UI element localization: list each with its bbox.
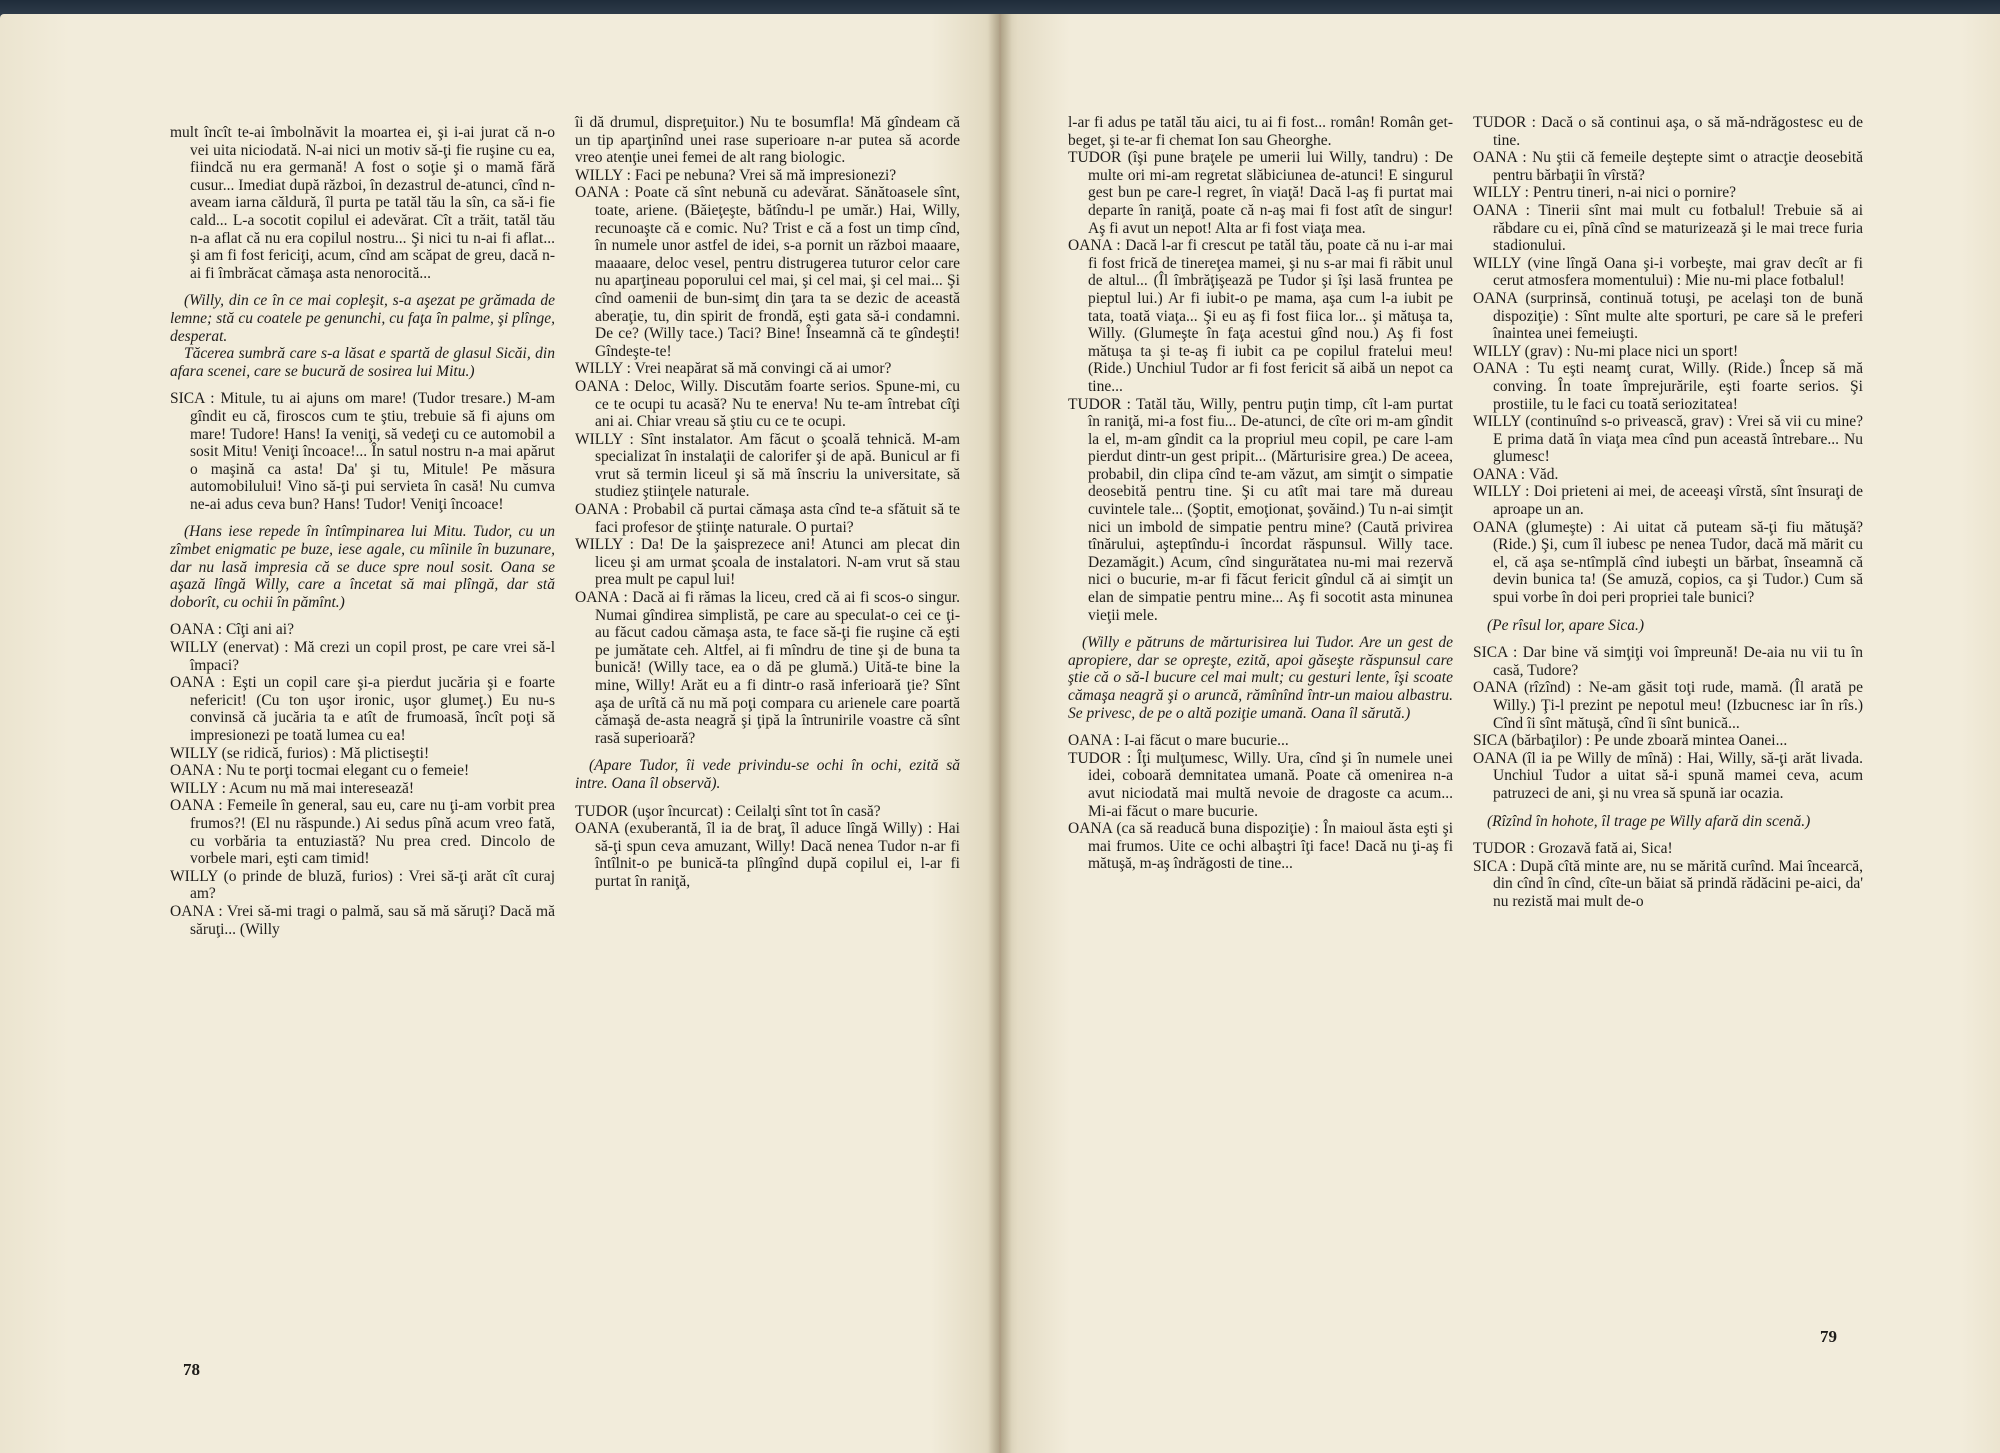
book-gutter <box>988 14 1012 1453</box>
dialogue-paragraph: OANA (rîzînd) : Ne-am găsit toţi rude, mamă. (Îl arată pe Willy.) Ţi-l prezint pe nepotul meu! (Izbucnesc iar în rîs.) Cînd îi sînt mătuşă, cînd îi sînt bunică... <box>1473 679 1863 732</box>
dialogue-paragraph: SICA (bărbaţilor) : Pe unde zboară mintea Oanei... <box>1473 732 1788 750</box>
dialogue-paragraph: TUDOR (îşi pune braţele pe umerii lui Willy, tandru) : De multe ori mi-am regretat slăbiciunea de-atunci! E singurul gest bun pe care-l regret, în viaţă! Dacă l-aş fi purtat mai departe în raniţă, poate că n-aş mai fi fost atît de singur! Aş fi avut un nepot! Alta ar fi fost viaţa mea. <box>1068 149 1453 237</box>
page-number-right: 79 <box>1820 1327 1837 1346</box>
dialogue-paragraph: OANA (surprinsă, continuă totuşi, pe acelaşi ton de bună dispoziţie) : Sînt multe alte sporturi, pe care să le preferi înaintea unei femeiuşti. <box>1473 289 1863 343</box>
right-page <box>1000 14 2000 1453</box>
dialogue-paragraph: WILLY (se ridică, furios) : Mă plictiseşti! <box>170 744 430 762</box>
left-page <box>0 14 1000 1453</box>
left-column-2 <box>575 114 960 891</box>
dialogue-paragraph: OANA (exuberantă, îl ia de braţ, îl aduce lîngă Willy) : Hai să-ţi spun ceva amuzant, Willy! Dacă nenea Tudor n-ar fi întîlnit-o pe bunică-ta plîngînd după copilul ei, l-ar fi purtat în raniţă, <box>575 820 960 890</box>
dialogue-paragraph: WILLY : Sînt instalator. Am făcut o şcoală tehnică. M-am specializat în instalaţii de calorifer şi de apă. Bunicul ar fi vrut să termin liceul şi să mă înscriu la universitate, să studiez ştiinţele naturale. <box>575 430 960 501</box>
dialogue-paragraph: WILLY : Pentru tineri, n-ai nici o pornire? <box>1473 184 1737 202</box>
dialogue-paragraph: WILLY (grav) : Nu-mi place nici un sport! <box>1473 342 1739 360</box>
dialogue-paragraph: WILLY : Faci pe nebuna? Vrei să mă impresionezi? <box>575 166 897 184</box>
dialogue-paragraph: îi dă drumul, dispreţuitor.) Nu te bosumfla! Mă gîndeam că un tip aparţinînd unei rase superioare n-ar putea să acorde vreo atenţie unei femei de alt rang biologic. <box>575 114 960 167</box>
dialogue-paragraph: WILLY : Da! De la şaisprezece ani! Atunci am plecat din liceu şi am urmat şcoala de instalatori. N-am vrut să stau prea mult pe capul lui! <box>575 536 960 589</box>
dialogue-paragraph: OANA : Vrei să-mi tragi o palmă, sau să mă săruţi? Dacă mă săruţi... (Willy <box>170 902 555 938</box>
dialogue-paragraph: OANA : Nu te porţi tocmai elegant cu o femeie! <box>170 762 470 780</box>
dialogue-paragraph: TUDOR (uşor încurcat) : Ceilalţi sînt tot în casă? <box>575 802 881 820</box>
dialogue-paragraph: TUDOR : Dacă o să continui aşa, o să mă-ndrăgostesc eu de tine. <box>1473 114 1863 149</box>
dialogue-paragraph: OANA : I-ai făcut o mare bucurie... <box>1068 732 1289 750</box>
dialogue-paragraph: WILLY (continuînd s-o privească, grav) : Vrei să vii cu mine? E prima dată în viaţa mea cînd pun această întrebare... Nu glumesc! <box>1473 413 1863 466</box>
dialogue-paragraph: OANA : Tinerii sînt mai mult cu fotbalul! Trebuie să ai răbdare cu ei, pînă cînd se maturizează şi le mai trece furia stadionului. <box>1473 201 1863 255</box>
stage-direction: (Willy, din ce în ce mai copleşit, s-a aşezat pe grămada de lemne; stă cu coatele pe genunchi, cu faţa în palme, şi plînge, desperat. <box>170 292 555 345</box>
dialogue-paragraph: TUDOR : Îţi mulţumesc, Willy. Ura, cînd şi în numele unei idei, coboară demnitatea umană. Poate că omenirea n-a avut niciodată mai multă nevoie de dragoste ca acum... Mi-ai făcut o mare bucurie. <box>1068 749 1453 820</box>
stage-direction: Tăcerea sumbră care s-a lăsat e spartă de glasul Sicăi, din afara scenei, care se bucură de sosirea lui Mitu.) <box>170 345 555 380</box>
dialogue-paragraph: SICA : Dar bine vă simţiţi voi împreună! De-aia nu vii tu în casă, Tudore? <box>1473 644 1863 679</box>
dialogue-paragraph: WILLY (enervat) : Mă crezi un copil prost, pe care vrei să-l împaci? <box>170 639 555 674</box>
dialogue-paragraph: OANA : Văd. <box>1473 465 1559 483</box>
dialogue-paragraph: OANA : Probabil că purtai cămaşa asta cînd te-a sfătuit să te faci profesor de ştiinţe naturale. O purtai? <box>575 501 960 536</box>
dialogue-paragraph: OANA (îl ia pe Willy de mînă) : Hai, Willy, să-ţi arăt livada. Unchiul Tudor a uitat să-i spună mamei ceva, acum patruzeci de ani, şi nu vrea să spună iar ocazia. <box>1473 749 1863 802</box>
stage-direction: (Rîzînd în hohote, îl trage pe Willy afară din scenă.) <box>1487 812 1811 830</box>
dialogue-paragraph: WILLY : Acum nu mă mai interesează! <box>170 779 415 797</box>
dialogue-paragraph: WILLY : Vrei neapărat să mă convingi că ai umor? <box>575 360 892 378</box>
dialogue-paragraph: mult încît te-ai îmbolnăvit la moartea ei, şi i-ai jurat că n-o vei uita niciodată. N-ai nici un motiv să-ţi fie ruşine cu ea, fiindcă nu era germană! A fost o soţie şi o mamă fără cusur... Imediat după război, în dezastrul de-atunci, cînd n-aveam iarna căldură, îl purta pe tatăl tău la sîn, ca să-i fie cald... L-a socotit copilul ei adevărat. Cît a trăit, tatăl tău n-a aflat că nu era copilul nostru... Şi nici tu n-ai fi aflat... şi am fi fost fericiţi, acum, cînd am scăpat de greu, dacă n-ai fi îmbrăcat cămaşa asta nenorocită... <box>170 124 555 282</box>
dialogue-paragraph: WILLY (vine lîngă Oana şi-i vorbeşte, mai grav decît ar fi cerut atmosfera momentului) : Mie nu-mi place fotbalul! <box>1473 254 1863 290</box>
stage-direction: (Hans iese repede în întîmpinarea lui Mitu. Tudor, cu un zîmbet enigmatic pe buze, iese agale, cu mîinile în buzunare, dar nu lasă impresia că se duce spre noul sosit. Oana se aşază lîngă Willy, care a încetat să mai plîngă, dar stă doborît, cu ochii în pămînt.) <box>170 523 555 611</box>
dialogue-paragraph: OANA : Eşti un copil care şi-a pierdut jucăria şi e foarte nefericit! (Cu ton uşor ironic, uşor glumeţ.) Eu nu-s convinsă că jucăria ta e atît de frumoasă, încît poţi să impresionezi pe toată lumea cu ea! <box>170 674 555 744</box>
left-column-1 <box>170 114 555 938</box>
dialogue-paragraph: SICA : Mitule, tu ai ajuns om mare! (Tudor tresare.) M-am gîndit eu că, firoscos cum te ştiu, trebuie să fi ajuns om mare! Tudore! Hans! Ia veniţi, să vedeţi cu ce automobil a sosit Mitu! Veniţi încoace!... În satul nostru n-a mai apărut o maşină ca asta! Da' şi tu, Mitule! Pe măsura automobilului! Vino să-ţi pui servieta în casă! Nu cumva ne-ai adus ceva bun? Hans! Tudor! Veniţi încoace! <box>170 390 555 513</box>
dialogue-paragraph: OANA : Nu ştii că femeile deştepte simt o atracţie deosebită pentru bărbaţii în vîrstă? <box>1473 149 1863 184</box>
dialogue-paragraph: OANA (glumeşte) : Ai uitat că puteam să-ţi fiu mătuşă? (Ride.) Şi, cum îl iubesc pe nenea Tudor, dacă mă mărit cu el, că aşa se-ntîmplă cînd iubeşti un bărbat, înseamnă că devin bunica ta! (Se amuză, copios, ca şi Tudor.) Cum să spui vorbe în doi peri propriei tale bunici? <box>1473 518 1863 607</box>
dialogue-paragraph: OANA : Deloc, Willy. Discutăm foarte serios. Spune-mi, cu ce te ocupi tu acasă? Nu te enerva! Nu te-am întrebat cîţi ani ai. Chiar vreau să ştiu cu ce te ocupi. <box>575 377 960 431</box>
dialogue-paragraph: OANA : Femeile în general, sau eu, care nu ţi-am vorbit prea frumos?! (El nu răspunde.) Ai sedus pînă acum vreo fată, cu vorbăria ta entuziastă? Nu prea cred. Dincolo de vorbele mari, eşti cam timid! <box>170 797 555 868</box>
dialogue-paragraph: OANA : Dacă l-ar fi crescut pe tatăl tău, poate că nu i-ar mai fi fost frică de tinereţea mamei, şi nu s-ar mai fi răbit unul de altul... (Îl îmbrăţişează pe Tudor şi îşi lasă fruntea pe pieptul lui.) Ar fi iubit-o pe mama, aşa cum l-a iubit pe tata, toată viaţa... Şi eu aş fi fost fiica lor... şi mătuşa ta, Willy. (Glumeşte în faţa acestui gînd nou.) Aş fi fost mătuşa ta şi te-aş fi iubit ca pe copilul fratelui meu! (Ride.) Unchiul Tudor ar fi fost fericit să aibă un nepot ca tine... <box>1068 237 1453 395</box>
dialogue-paragraph: l-ar fi adus pe tatăl tău aici, tu ai fi fost... român! Român get-beget, şi te-ar fi chemat Ion sau Gheorghe. <box>1068 114 1453 149</box>
dialogue-paragraph: WILLY (o prinde de bluză, furios) : Vrei să-ţi arăt cît curaj am? <box>170 867 555 903</box>
dialogue-paragraph: OANA : Tu eşti neamţ curat, Willy. (Ride.) Încep să mă conving. În toate împrejurările, eşti foarte serios. Şi prostiile, tu le faci cu toată seriozitatea! <box>1473 360 1863 413</box>
dialogue-paragraph: OANA : Poate că sînt nebună cu adevărat. Sănătoasele sînt, toate, ariene. (Băieţeşte, bătîndu-l pe umăr.) Hai, Willy, recunoaşte că e comic. Nu? Trist e că a fost un timp cînd, în numele unor astfel de idei, s-a pornit un război maaare, maaaare, deloc vesel, pentru distrugerea tuturor celor care nu aparţineau poporului cel mai, şi cel mai, şi cel mai... Şi cînd oamenii de bun-simţ din ţara ta se dezic de această aberaţie, tu, din spirit de frondă, eşti gata să-i condamni. De ce? (Willy tace.) Taci? Bine! Înseamnă că te gîndeşti! Gîndeşte-te! <box>575 184 960 360</box>
dialogue-paragraph: OANA : Cîţi ani ai? <box>170 621 294 639</box>
stage-direction: (Willy e pătruns de mărturisirea lui Tudor. Are un gest de apropiere, dar se opreşte, ezită, apoi găseşte răspunsul care ştie că o să-l bucure cel mai mult; cu gesturi lente, îşi scoate cămaşa neagră şi o aruncă, rămînînd într-un maiou albastru. Se privesc, de pe o altă poziţie umană. Oana îl sărută.) <box>1068 634 1453 722</box>
dialogue-paragraph: OANA (ca să readucă buna dispoziţie) : În maioul ăsta eşti şi mai frumos. Uite ce ochi albaştri îţi face! Dacă nu ţi-aş fi mătuşă, m-aş îndrăgosti de tine... <box>1068 820 1453 873</box>
stage-direction: (Pe rîsul lor, apare Sica.) <box>1487 616 1644 634</box>
dialogue-paragraph: SICA : După cîtă minte are, nu se mărită curînd. Mai încearcă, din cînd în cînd, cîte-un băiat să prindă rădăcini pe-aici, da' nu rezistă mai mult de-o <box>1473 857 1863 910</box>
stage-direction: (Apare Tudor, îi vede privindu-se ochi în ochi, ezită să intre. Oana îl observă). <box>575 757 960 792</box>
dialogue-paragraph: OANA : Dacă ai fi rămas la liceu, cred că ai fi scos-o singur. Numai gîndirea simplistă, pe care au speculat-o cei ce ţi-au făcut cadou cămaşa asta, te face să-ţi fie ruşine că eşti pe jumătate ceh. Altfel, ai fi mîndru de tine şi de buna ta bunică! (Willy tace, ea o dă pe glumă.) Uită-te bine la mine, Willy! Arăt eu a fi dintr-o rasă inferioară ţie? Sînt aşa de urîtă că nu mă poţi compara cu arienele care poartă cămaşă de-asta neagră şi ţipă la întrunirile voastre că sînt rasă superioară? <box>575 589 960 747</box>
right-column-1 <box>1068 114 1453 873</box>
dialogue-paragraph: WILLY : Doi prieteni ai mei, de aceeaşi vîrstă, sînt însuraţi de aproape un an. <box>1473 483 1863 519</box>
right-column-2 <box>1473 114 1863 911</box>
dialogue-paragraph: TUDOR : Tatăl tău, Willy, pentru puţin timp, cît l-am purtat în raniţă, mi-a fost fiu... De-atunci, de cîte ori m-am gîndit la el, m-am gîndit ca la propriul meu copil, pe care l-am pierdut dintr-un gest pripit... (Mărturisire grea.) De aceea, probabil, din clipa cînd te-am văzut, am simţit o simpatie deosebită pentru tine. Şi cu atît mai tare mă dureau cuvintele tale... (Şoptit, emoţionat, şovăind.) Tu n-ai simţit nici un imbold de simpatie pentru mine? (Caută privirea tînărului, aşteptîndu-i încordat răspunsul. Willy tace. Dezamăgit.) Acum, cînd singurătatea nu-mi mai rezervă nici o bucurie, m-ar fi făcut fericit gîndul că ai simţit un elan de simpatie pentru mine... Aş fi socotit asta minunea vieţii mele. <box>1068 395 1453 624</box>
page-number-left: 78 <box>183 1360 200 1379</box>
dialogue-paragraph: TUDOR : Grozavă fată ai, Sica! <box>1473 840 1673 858</box>
